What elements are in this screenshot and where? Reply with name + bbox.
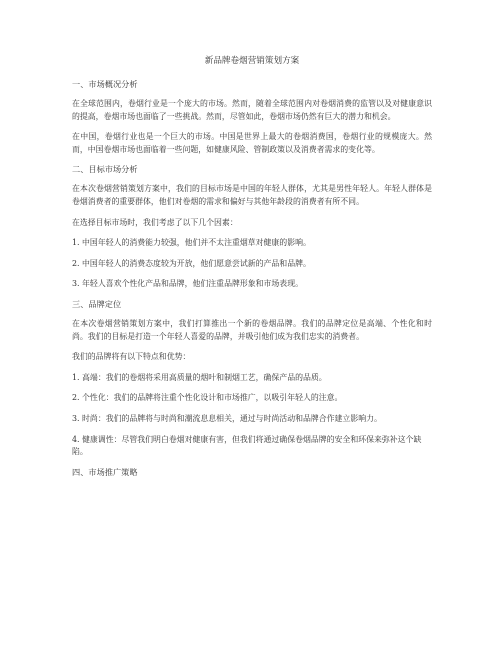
section-heading: 一、市场概况分析 (72, 79, 138, 89)
paragraph: 我们的品牌将有以下特点和优势： (72, 352, 191, 362)
section-brand-positioning (72, 299, 432, 459)
list-item: 4. 健康调性：尽管我们明白卷烟对健康有害，但我们将通过确保卷烟品牌的安全和环保来弥补这个缺陷。 (72, 434, 422, 457)
list-item: 3. 年轻人喜欢个性化产品和品牌，他们注重品牌形象和市场表现。 (72, 279, 303, 289)
document-page (72, 56, 432, 486)
paragraph: 在本次卷烟营销策划方案中，我们打算推出一个新的卷烟品牌。我们的品牌定位是高端、个性化和时尚。我们的目标是打造一个年轻人喜爱的品牌，并吸引他们成为我们忠实的消费者。 (72, 318, 432, 341)
section-market-overview (72, 79, 432, 156)
section-target-market (72, 164, 432, 291)
list-item: 2. 个性化：我们的品牌将注重个性化设计和市场推广，以吸引年轻人的注意。 (72, 393, 343, 403)
paragraph: 在本次卷烟营销策划方案中，我们的目标市场是中国的年轻人群体，尤其是男性年轻人。年轻人群体是卷烟消费者的重要群体，他们对卷烟的需求和偏好与其他年龄段的消费者有所不同。 (72, 184, 432, 206)
paragraph: 在全球范围内，卷烟行业是一个庞大的市场。然而，随着全球范围内对卷烟消费的监管以及对健康意识的提高，卷烟市场也面临了一些挑战。然而，尽管如此，卷烟市场仍然有巨大的潜力和机会。 (72, 99, 432, 121)
list-item: 1. 中国年轻人的消费能力较强，他们并不太注重烟草对健康的影响。 (72, 238, 311, 248)
document-title: 新品牌卷烟营销策划方案 (204, 56, 300, 66)
section-heading: 三、品牌定位 (72, 298, 122, 309)
section-marketing-strategy (72, 467, 432, 478)
section-heading: 四、市场推广策略 (72, 466, 138, 477)
list-item: 1. 高端：我们的卷烟将采用高质量的烟叶和制烟工艺，确保产品的品质。 (72, 372, 327, 382)
paragraph: 在选择目标市场时，我们考虑了以下几个因素： (72, 217, 238, 227)
list-item: 3. 时尚：我们的品牌将与时尚和潮流息息相关，通过与时尚活动和品牌合作建立影响力。 (72, 413, 382, 423)
paragraph: 在中国，卷烟行业也是一个巨大的市场。中国是世界上最大的卷烟消费国，卷烟行业的规模庞大。然而，中国卷烟市场也面临着一些问题，如健康风险、管制政策以及消费者需求的变化等。 (72, 132, 432, 154)
section-heading: 二、目标市场分析 (72, 164, 138, 175)
list-item: 2. 中国年轻人的消费态度较为开放，他们愿意尝试新的产品和品牌。 (72, 258, 311, 268)
